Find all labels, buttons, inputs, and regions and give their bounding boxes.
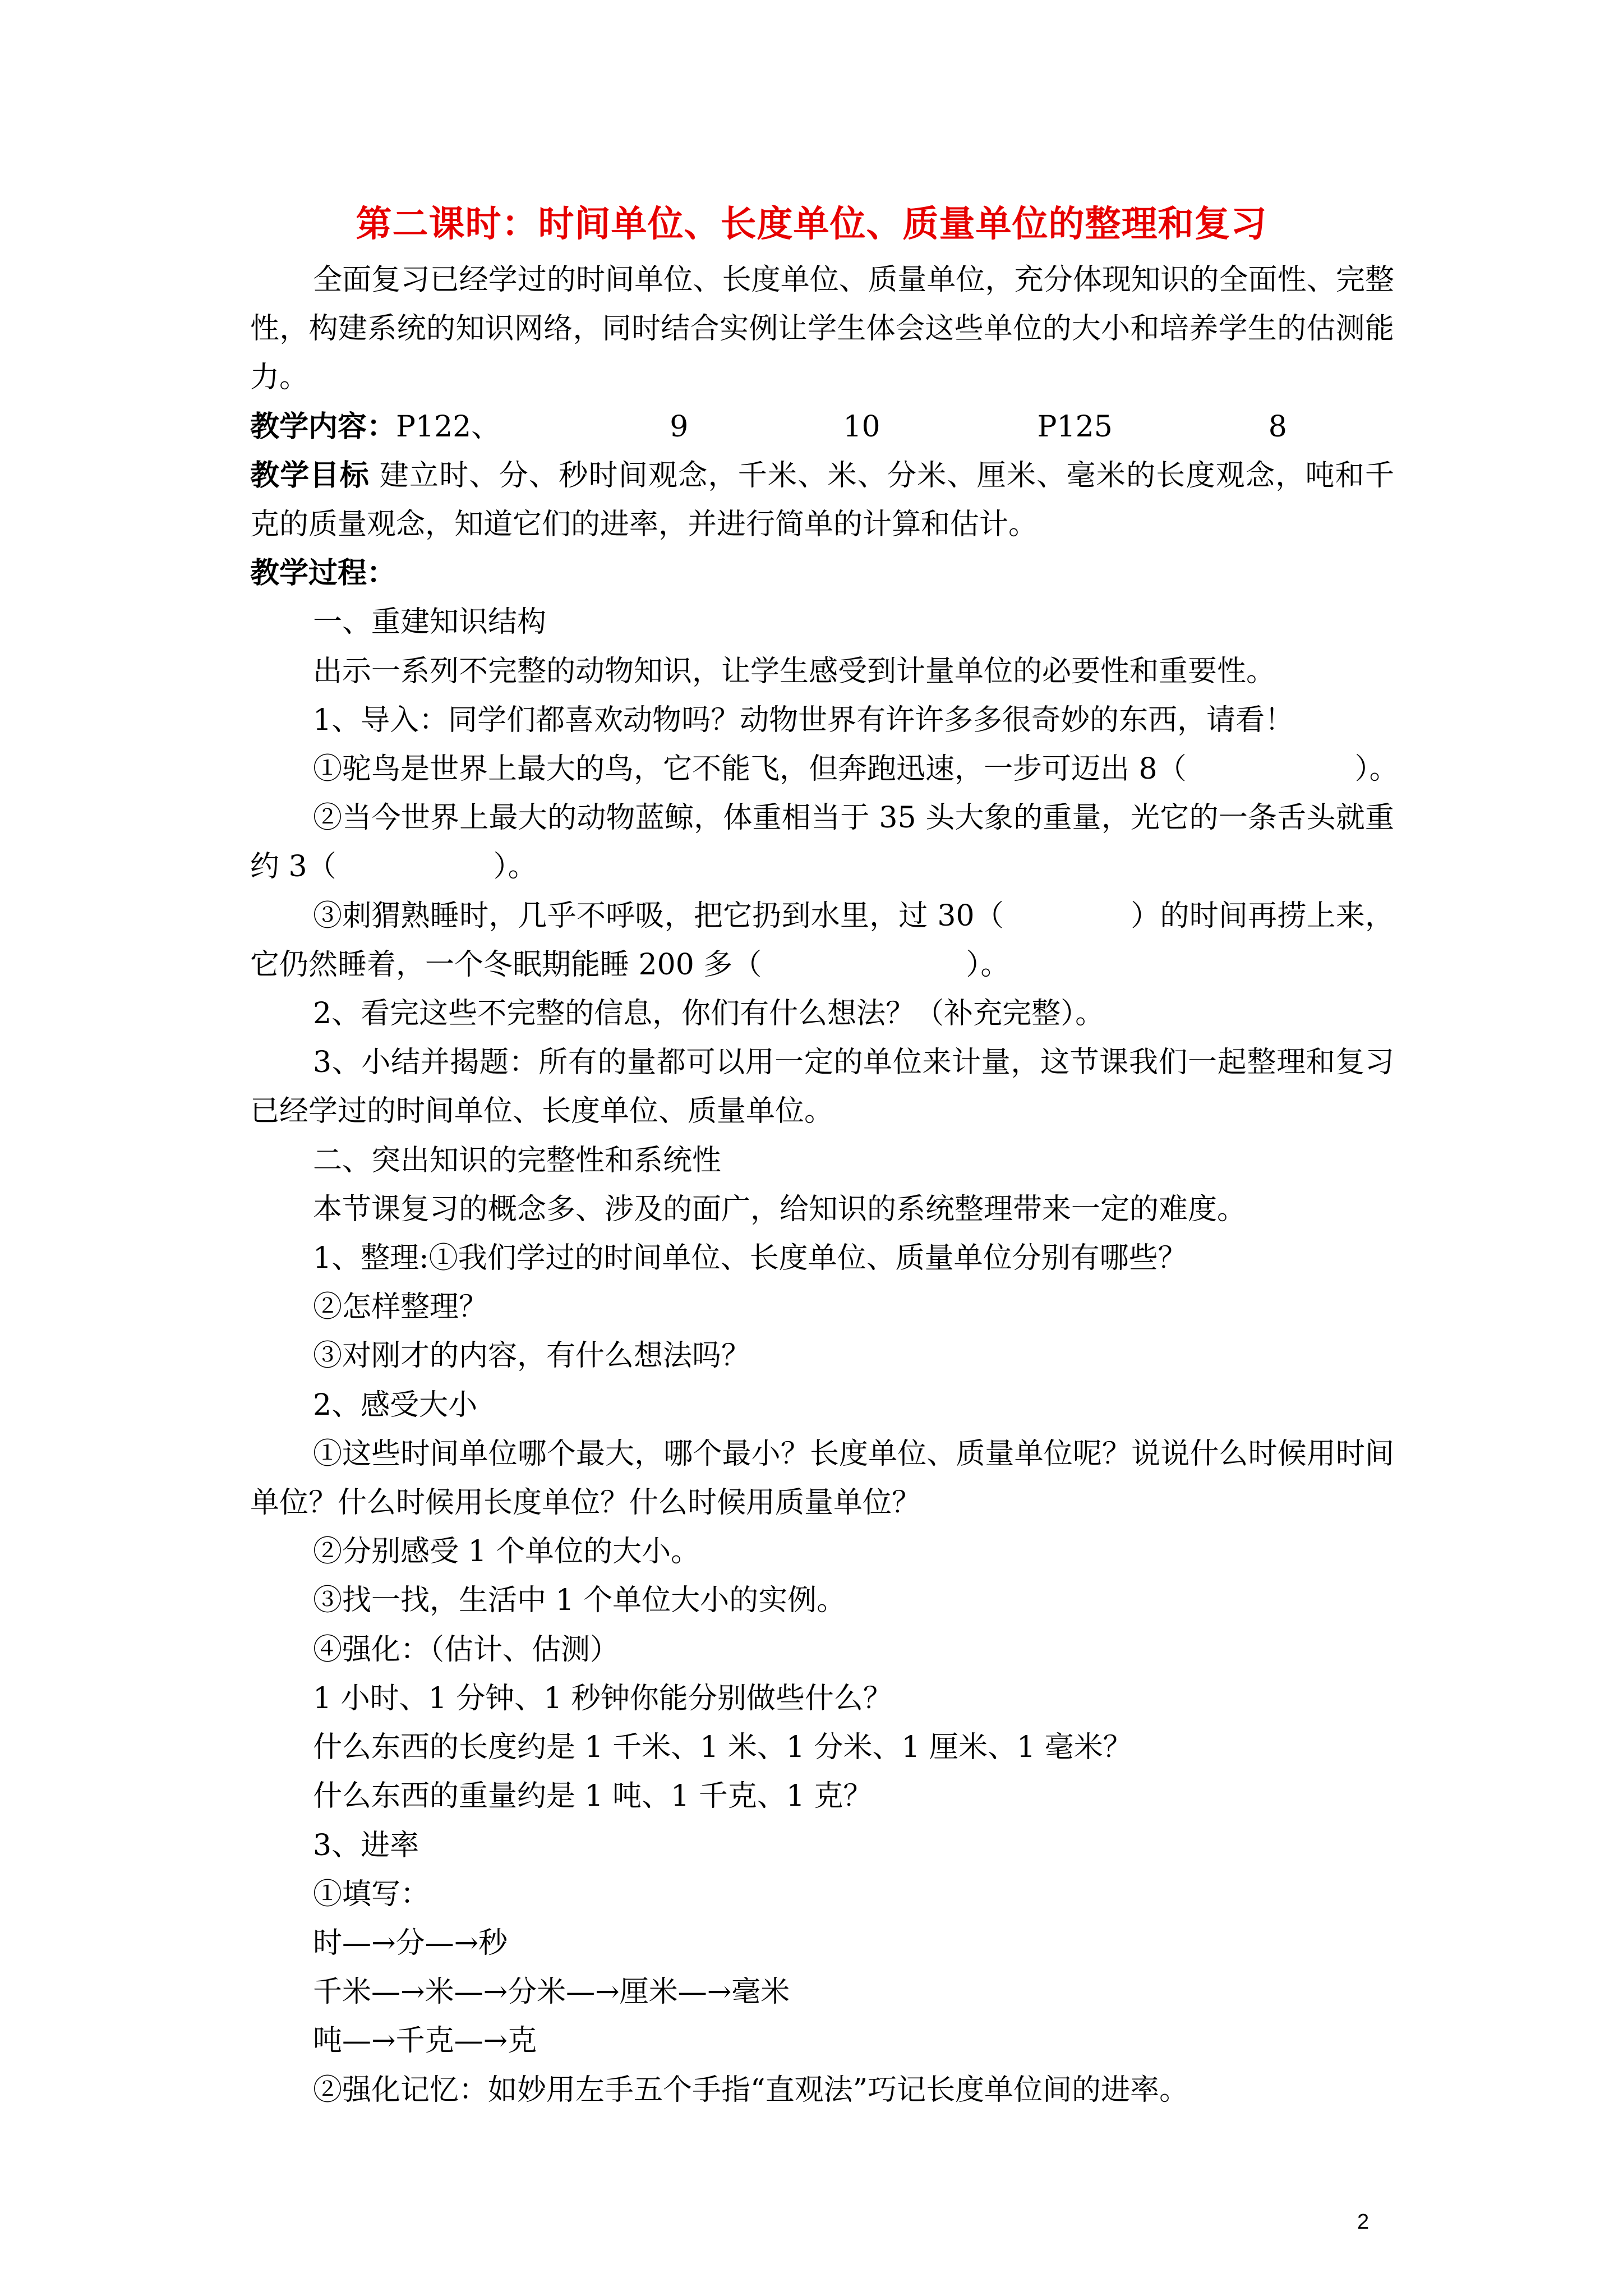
exercise-number-1: 9 <box>670 409 689 444</box>
section-heading-1: 一、重建知识结构 <box>313 605 547 639</box>
text-line: 3、小结并揭题：所有的量都可以用一定的单位来计量，这节课我们一起整理和复习已经学过的时间单位、长度单位、质量单位。 <box>250 1046 1394 1129</box>
text-line: 1、导入：同学们都喜欢动物吗？动物世界有许许多多很奇妙的东西，请看！ <box>313 703 1294 737</box>
content-line <box>250 403 1394 452</box>
text-line: 出示一系列不完整的动物知识，让学生感受到计量单位的必要性和重要性。 <box>313 654 1276 688</box>
text-line: ④强化：（估计、估测） <box>313 1632 620 1667</box>
intro-paragraph: 全面复习已经学过的时间单位、长度单位、质量单位，充分体现知识的全面性、完整性，构建系统的知识网络，同时结合实例让学生体会这些单位的大小和培养学生的估测能力。 <box>250 263 1394 395</box>
mass-units-chain: 吨—→千克—→克 <box>313 2024 537 2058</box>
text-line: 1 小时、1 分钟、1 秒钟你能分别做些什么？ <box>313 1681 892 1715</box>
text-line: 3、进率 <box>313 1828 419 1862</box>
text-line: ①填写： <box>313 1877 430 1911</box>
exercise-number-2: 10 <box>843 409 880 444</box>
goal-paragraph <box>250 452 1394 549</box>
text-line: ③对刚才的内容，有什么想法吗？ <box>313 1339 751 1373</box>
text-line: 什么东西的重量约是 1 吨、1 千克、1 克？ <box>313 1779 873 1814</box>
section-heading-2: 二、突出知识的完整性和系统性 <box>313 1143 722 1177</box>
document-body <box>250 256 1399 2115</box>
exercise-number-3: 8 <box>1268 409 1287 444</box>
page-title: 第二课时：时间单位、长度单位、质量单位的整理和复习 <box>356 204 1267 245</box>
blank-question-2: ②当今世界上最大的动物蓝鲸，体重相当于 35 头大象的重量，光它的一条舌头就重约 3（ ）。 <box>250 801 1394 884</box>
text-line: ③找一找，生活中 1 个单位大小的实例。 <box>313 1584 846 1618</box>
page-ref-2: P125 <box>1037 409 1113 444</box>
process-label: 教学过程： <box>250 556 396 591</box>
time-units-chain: 时—→分—→秒 <box>313 1926 508 1960</box>
blank-question-1: ①驼鸟是世界上最大的鸟，它不能飞，但奔跑迅速，一步可迈出 8（ ）。 <box>313 752 1399 786</box>
text-line: ①这些时间单位哪个最大，哪个最小？长度单位、质量单位呢？说说什么时候用时间单位？什么时候用长度单位？什么时候用质量单位？ <box>250 1437 1394 1520</box>
text-line: 本节课复习的概念多、涉及的面广，给知识的系统整理带来一定的难度。 <box>313 1192 1247 1226</box>
page-number: 2 <box>1357 2210 1370 2234</box>
goal-label: 教学目标 <box>250 458 370 493</box>
text-line: 2、感受大小 <box>313 1388 478 1422</box>
blank-question-3: ③刺猬熟睡时，几乎不呼吸，把它扔到水里，过 30（ ）的时间再捞上来，它仍然睡着，一个冬眠期能睡 200 多（ ）。 <box>250 899 1394 982</box>
length-units-chain: 千米—→米—→分米—→厘米—→毫米 <box>313 1975 790 2009</box>
content-label: 教学内容： <box>250 409 396 444</box>
goal-text: 建立时、分、秒时间观念，千米、米、分米、厘米、毫米的长度观念，吨和千克的质量观念，知道它们的进率，并进行简单的计算和估计。 <box>250 458 1394 542</box>
text-line: ②怎样整理？ <box>313 1290 488 1324</box>
text-line: 1、整理:①我们学过的时间单位、长度单位、质量单位分别有哪些？ <box>313 1241 1187 1276</box>
text-line: ②分别感受 1 个单位的大小。 <box>313 1535 700 1569</box>
text-line: 什么东西的长度约是 1 千米、1 米、1 分米、1 厘米、1 毫米？ <box>313 1731 1132 1765</box>
text-line: 2、看完这些不完整的信息，你们有什么想法？（补充完整）。 <box>313 997 1105 1031</box>
text-line: ②强化记忆：如妙用左手五个手指“直观法”巧记长度单位间的进率。 <box>313 2073 1189 2107</box>
page-ref-1: P122、 <box>396 409 501 444</box>
